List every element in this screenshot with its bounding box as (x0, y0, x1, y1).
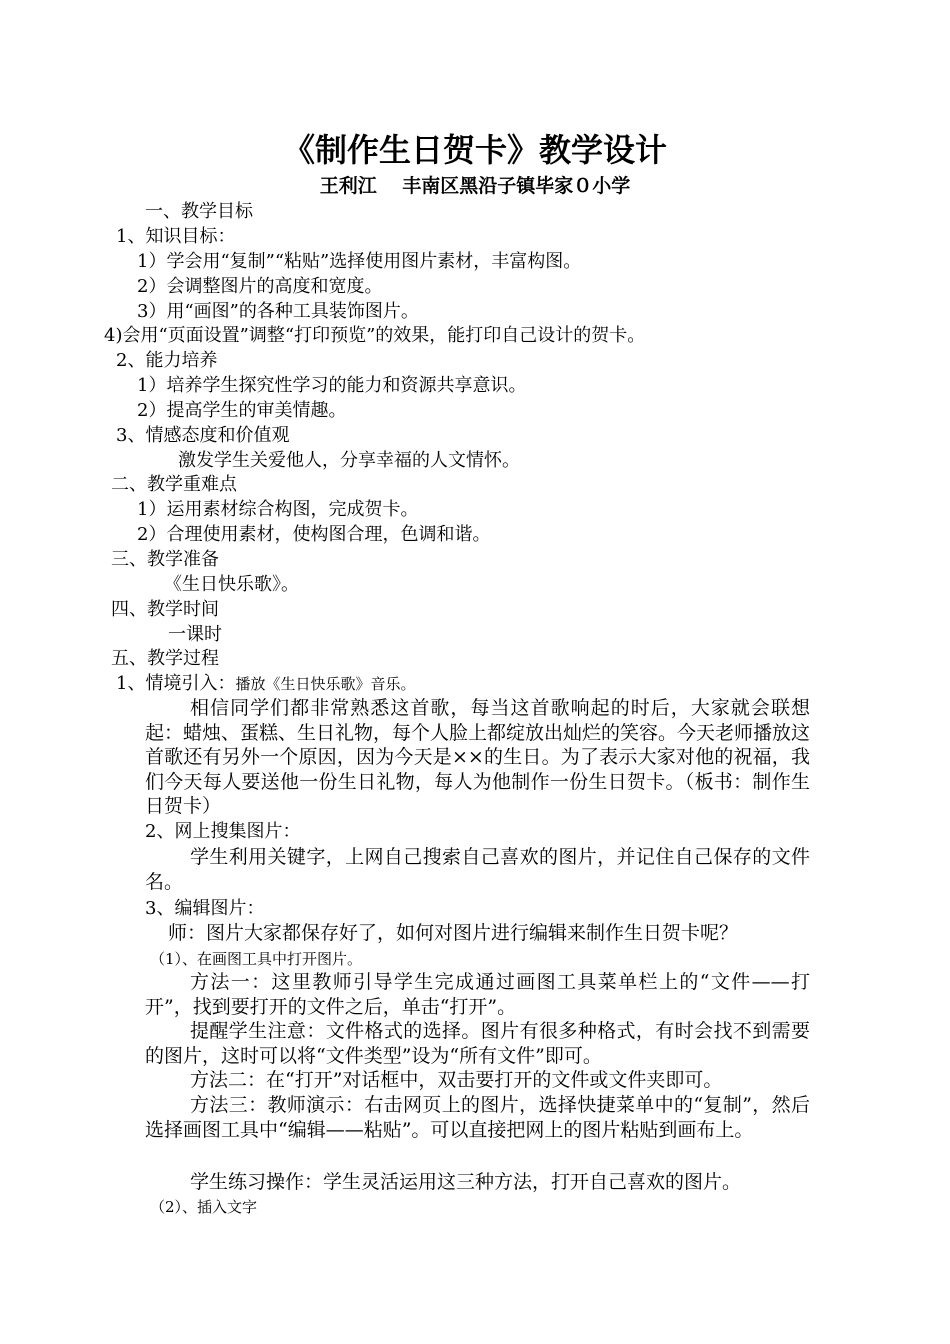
section-heading: 三、教学准备 (111, 549, 219, 570)
body-paragraph: 相信同学们都非常熟悉这首歌，每当这首歌响起的时后，大家就会联想起：蜡烛、蛋糕、生日礼物，每个人脸上都绽放出灿烂的笑容。今天老师播放这首歌还有另外一个原因，因为今天是××的生日。为了表示大家对他的祝福，我们今天每人要送他一份生日礼物，每人为他制作一份生日贺卡。（板书：制作生日贺卡） (145, 697, 811, 817)
step-label: 1、情境引入： (116, 673, 236, 694)
list-item: 1）培养学生探究性学习的能力和资源共享意识。 (137, 375, 527, 396)
section-heading: 五、教学过程 (111, 648, 219, 669)
body-paragraph: 方法三：教师演示：右击网页上的图片，选择快捷菜单中的“复制”，然后选择画图工具中“编辑——粘贴”。可以直接把网上的图片粘贴到画布上。 (145, 1094, 810, 1141)
body-paragraph: 学生利用关键字，上网自己搜索自己喜欢的图片，并记住自己保存的文件名。 (145, 846, 810, 893)
body-paragraph: 提醒学生注意：文件格式的选择。图片有很多种格式，有时会找不到需要的图片，这时可以将“文件类型”设为“所有文件”即可。 (145, 1020, 810, 1067)
list-item: 2）提高学生的审美情趣。 (137, 400, 347, 421)
list-item: 2）会调整图片的高度和宽度。 (137, 276, 383, 297)
subsection-heading: 2、能力培养 (116, 350, 218, 371)
subsection-heading: 1、知识目标： (116, 226, 236, 247)
step-note: 播放《生日快乐歌》音乐。 (235, 675, 416, 693)
author-line: 王利江 丰南区黑沿子镇毕家０小学 (319, 175, 631, 197)
section-heading: 一、教学目标 (145, 201, 253, 222)
subsection-heading: （1）、在画图工具中打开图片。 (150, 950, 363, 968)
body-line: 激发学生关爱他人，分享幸福的人文情怀。 (178, 450, 520, 471)
section-heading: 四、教学时间 (111, 599, 219, 620)
list-item: 1）运用素材综合构图，完成贺卡。 (137, 499, 419, 520)
subsection-heading: 2、网上搜集图片： (145, 821, 301, 842)
body-paragraph: 方法一：这里教师引导学生完成通过画图工具菜单栏上的“文件——打开”，找到要打开的文件之后，单击“打开”。 (145, 971, 810, 1018)
list-item: 3）用“画图”的各种工具装饰图片。 (137, 301, 419, 322)
list-item: 4)会用“页面设置”调整“打印预览”的效果，能打印自己设计的贺卡。 (104, 325, 646, 346)
list-item: 2）合理使用素材，使构图合理，色调和谐。 (137, 524, 491, 545)
body-line: 一课时 (168, 624, 222, 645)
subsection-heading: 3、编辑图片： (145, 898, 265, 919)
document-title: 《制作生日贺卡》教学设计 (282, 131, 667, 169)
body-paragraph: 学生练习操作：学生灵活运用这三种方法，打开自己喜欢的图片。 (190, 1171, 742, 1193)
body-line: 《生日快乐歌》。 (164, 574, 299, 595)
list-item: 1）学会用“复制”“粘贴”选择使用图片素材，丰富构图。 (137, 251, 582, 272)
section-heading: 二、教学重难点 (111, 474, 237, 495)
body-line: 师：图片大家都保存好了，如何对图片进行编辑来制作生日贺卡呢？ (168, 922, 739, 944)
subsection-heading (116, 671, 415, 697)
body-paragraph: 方法二：在“打开”对话框中，双击要打开的文件或文件夹即可。 (190, 1069, 723, 1091)
subsection-heading: 3、情感态度和价值观 (116, 425, 290, 446)
subsection-heading: （2）、插入文字 (150, 1198, 258, 1216)
